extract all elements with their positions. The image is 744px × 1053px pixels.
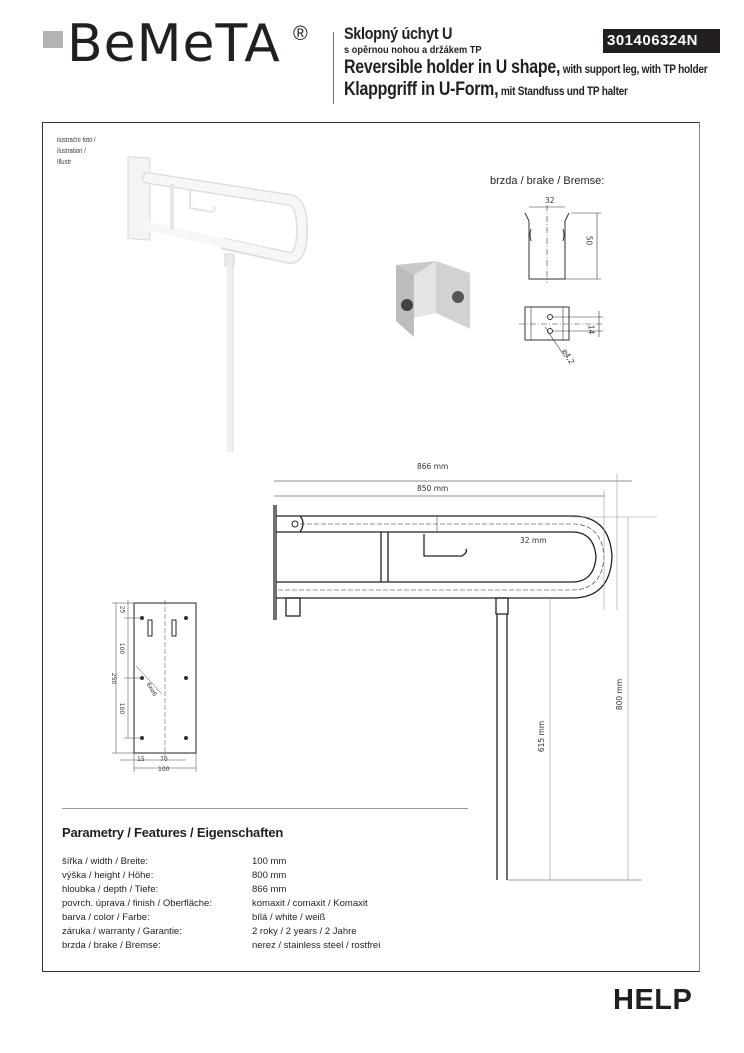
brake-photo — [390, 255, 480, 340]
title-de-rest: mit Standfuss und TP halter — [498, 84, 628, 98]
product-photo — [120, 150, 320, 460]
leg-height-dim: 615 mm — [537, 720, 547, 753]
feature-value: 800 mm — [252, 870, 287, 881]
title-de-main: Klappgriff in U-Form, — [344, 79, 499, 100]
brake-drawing — [515, 195, 625, 375]
feature-label: výška / height / Höhe: — [62, 870, 154, 881]
feature-value: bílá / white / weiß — [252, 912, 326, 923]
header-divider — [333, 32, 334, 104]
brake-height-dim: 50 — [584, 235, 594, 246]
title-cz: Sklopný úchyt U — [344, 24, 453, 43]
features-title: Parametry / Features / Eigenschaften — [62, 825, 284, 840]
feature-value: 100 mm — [252, 856, 287, 867]
plate-total-height-dim: 250 — [110, 672, 118, 685]
brake-hole-spacing-dim: 14 — [586, 324, 596, 335]
features-divider — [62, 808, 468, 809]
feature-label: šířka / width / Breite: — [62, 856, 149, 867]
feature-label: záruka / warranty / Garantie: — [62, 926, 182, 937]
title-en-rest: with support leg, with TP holder — [560, 62, 708, 76]
plate-spacing-bottom-dim: 100 — [118, 702, 126, 715]
feature-value: komaxit / comaxit / Komaxit — [252, 898, 368, 909]
subtitle-cz: s opěrnou nohou a držákem TP — [344, 44, 482, 56]
plate-hole-spacing-dim: 70 — [160, 756, 168, 763]
brake-width-dim: 32 — [545, 196, 555, 205]
feature-value: nerez / stainless steel / rostfrei — [252, 940, 381, 951]
logo-square-icon — [43, 31, 63, 48]
illustration-label-line: ilustration / — [57, 148, 86, 155]
feature-label: povrch. úprava / finish / Oberfläche: — [62, 898, 212, 909]
feature-label: brzda / brake / Bremse: — [62, 940, 161, 951]
plate-total-width-dim: 100 — [158, 766, 170, 773]
plate-drawing — [100, 598, 210, 773]
series-name: HELP — [613, 984, 693, 1016]
side-drawing — [262, 460, 662, 890]
title-en — [344, 57, 707, 80]
illustration-label-line: Illustr — [57, 159, 72, 166]
registered-mark: ® — [293, 23, 308, 45]
feature-value: 2 roky / 2 years / 2 Jahre — [252, 926, 357, 937]
plate-spacing-top-dim: 100 — [118, 642, 126, 655]
total-height-dim: 800 mm — [615, 678, 625, 711]
plate-top-offset-dim: 25 — [118, 605, 126, 614]
brake-label: brzda / brake / Bremse: — [490, 175, 605, 187]
total-depth-dim: 866 mm — [417, 462, 449, 471]
product-code-badge: 301406324N — [603, 29, 720, 53]
tube-diameter-dim: 32 mm — [520, 536, 547, 545]
illustration-label-line: ilustrační foto / — [57, 137, 96, 144]
plate-edge-offset-dim: 15 — [137, 756, 145, 763]
bar-length-dim: 850 mm — [417, 484, 449, 493]
title-de — [344, 79, 628, 102]
title-en-main: Reversible holder in U shape, — [344, 57, 561, 78]
plate-hole-diameter-dim: 6x⌀6 — [144, 681, 159, 698]
feature-value: 866 mm — [252, 884, 287, 895]
brand-logo: BeMeTA — [67, 14, 281, 74]
feature-label: hloubka / depth / Tiefe: — [62, 884, 159, 895]
feature-label: barva / color / Farbe: — [62, 912, 150, 923]
illustration-label — [57, 135, 96, 168]
brake-hole-diameter-dim: ⌀4,2 — [560, 347, 577, 366]
